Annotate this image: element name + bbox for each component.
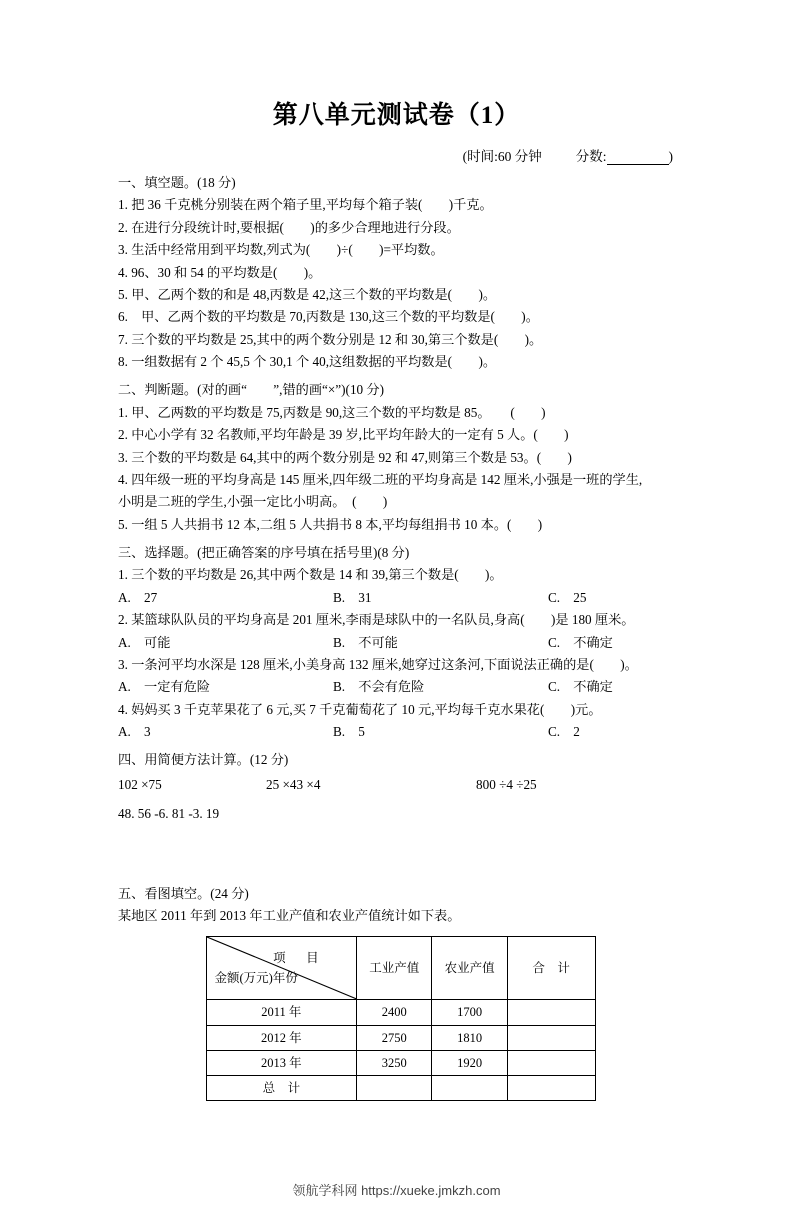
row-2013-industry: 3250	[357, 1050, 432, 1075]
choice-2-option-c[interactable]: C. 不确定	[548, 634, 613, 650]
exam-page	[0, 95, 793, 1217]
truefalse-question-4-line1: 4. 四年级一班的平均身高是 145 厘米,四年级二班的平均身高是 142 厘米,小强是一班的学生,	[118, 471, 643, 487]
row-2012-total[interactable]	[507, 1025, 595, 1050]
table-col-header-industry: 工业产值	[357, 937, 432, 1000]
choice-question-1-options	[118, 587, 683, 608]
choice-3-option-a[interactable]: A. 一定有危险	[118, 679, 210, 695]
table-footer-row	[206, 1076, 595, 1101]
fill-question-4: 4. 96、30 和 54 的平均数是( )。	[118, 264, 322, 280]
statistics-table	[206, 936, 596, 1101]
row-year-2013: 2013 年	[206, 1050, 357, 1075]
row-total-total[interactable]	[507, 1076, 595, 1101]
row-year-2011: 2011 年	[206, 1000, 357, 1025]
choice-question-3-stem: 3. 一条河平均水深是 128 厘米,小美身高 132 厘米,她穿过这条河,下面说法正确的是( )。	[118, 656, 638, 672]
row-2013-agriculture: 1920	[432, 1050, 507, 1075]
row-total-agriculture[interactable]	[432, 1076, 507, 1101]
score-label: 分数:	[575, 149, 607, 164]
diagonal-line-icon	[207, 937, 357, 999]
table-corner-cell	[206, 937, 357, 1000]
fill-question-2: 2. 在进行分段统计时,要根据( )的多少合理地进行分段。	[118, 219, 460, 235]
choice-question-3-options	[118, 676, 683, 697]
choice-2-option-b[interactable]: B. 不可能	[333, 634, 398, 650]
footer-watermark: 领航学科网 https://xueke.jmkzh.com	[292, 1183, 501, 1198]
statistics-table-wrapper	[118, 936, 683, 1101]
fill-question-1: 1. 把 36 千克桃分别装在两个箱子里,平均每个箱子装( )千克。	[118, 197, 493, 213]
truefalse-question-4-line2: 小明是二班的学生,小强一定比小明高。 ( )	[118, 494, 388, 510]
fill-question-6: 6. 甲、乙两个数的平均数是 70,丙数是 130,这三个数的平均数是( )。	[118, 309, 539, 325]
fill-question-7: 7. 三个数的平均数是 25,其中的两个数分别是 12 和 30,第三个数是( )。	[118, 331, 543, 347]
choice-3-option-c[interactable]: C. 不确定	[548, 679, 613, 695]
calc-expression-1: 102 ×75	[118, 776, 162, 792]
calc-expression-4: 48. 56 -6. 81 -3. 19	[118, 806, 220, 822]
table-row	[206, 1050, 595, 1075]
truefalse-question-3: 3. 三个数的平均数是 64,其中的两个数分别是 92 和 47,则第三个数是 53。( )	[118, 449, 572, 465]
table-row	[206, 1000, 595, 1025]
row-total-industry[interactable]	[357, 1076, 432, 1101]
table-row	[206, 1025, 595, 1050]
page-title: 第八单元测试卷（1）	[272, 102, 521, 129]
choice-1-option-a[interactable]: A. 27	[118, 589, 158, 605]
choice-1-option-c[interactable]: C. 25	[548, 589, 587, 605]
section-heading-fill: 一、填空题。(18 分)	[118, 175, 236, 190]
choice-question-4-stem: 4. 妈妈买 3 千克苹果花了 6 元,买 7 千克葡萄花了 10 元,平均每千克水果花( )元。	[118, 701, 602, 717]
section-heading-calculation: 四、用简便方法计算。(12 分)	[118, 752, 289, 768]
exam-meta: (时间:60 分钟 分数: )	[462, 149, 673, 164]
table-header-row	[206, 937, 595, 1000]
truefalse-question-1: 1. 甲、乙两数的平均数是 75,丙数是 90,这三个数的平均数是 85。 ( )	[118, 404, 546, 420]
table-intro-text: 某地区 2011 年到 2013 年工业产值和农业产值统计如下表。	[118, 907, 461, 923]
choice-1-option-b[interactable]: B. 31	[333, 589, 372, 605]
choice-question-2-stem: 2. 某篮球队队员的平均身高是 201 厘米,李雨是球队中的一名队员,身高( )是 180 厘米。	[118, 612, 635, 628]
choice-4-option-b[interactable]: B. 5	[333, 724, 365, 739]
row-year-2012: 2012 年	[206, 1025, 357, 1050]
choice-question-4-options	[118, 721, 683, 742]
time-limit: (时间:60 分钟	[462, 149, 542, 164]
choice-question-1-stem: 1. 三个数的平均数是 26,其中两个数是 14 和 39,第三个数是( )。	[118, 567, 503, 583]
choice-4-option-a[interactable]: A. 3	[118, 724, 151, 739]
choice-3-option-b[interactable]: B. 不会有危险	[333, 679, 425, 695]
page-footer	[0, 1180, 793, 1199]
calc-expression-3: 800 ÷4 ÷25	[476, 776, 537, 792]
row-2011-total[interactable]	[507, 1000, 595, 1025]
section-heading-choice: 三、选择题。(把正确答案的序号填在括号里)(8 分)	[118, 545, 410, 560]
choice-2-option-a[interactable]: A. 可能	[118, 634, 171, 650]
row-2013-total[interactable]	[507, 1050, 595, 1075]
score-blank	[607, 151, 669, 166]
exam-content	[0, 172, 793, 1101]
fill-question-8: 8. 一组数据有 2 个 45,5 个 30,1 个 40,这组数据的平均数是( )。	[118, 354, 497, 369]
section-heading-table: 五、看图填空。(24 分)	[118, 885, 249, 901]
table-col-header-agriculture: 农业产值	[432, 937, 507, 1000]
table-corner-bottom-label: 金额(万元)年份	[214, 971, 298, 986]
calculation-row	[118, 774, 683, 795]
choice-question-2-options	[118, 632, 683, 653]
row-2012-agriculture: 1810	[432, 1025, 507, 1050]
truefalse-question-5: 5. 一组 5 人共捐书 12 本,二组 5 人共捐书 8 本,平均每组捐书 10 本。( )	[118, 516, 543, 532]
row-total-label: 总 计	[206, 1076, 357, 1101]
row-2011-agriculture: 1700	[432, 1000, 507, 1025]
fill-question-5: 5. 甲、乙两个数的和是 48,丙数是 42,这三个数的平均数是( )。	[118, 286, 497, 302]
calc-expression-2: 25 ×43 ×4	[266, 776, 321, 792]
section-heading-truefalse: 二、判断题。(对的画“ ”,错的画“×”)(10 分)	[118, 382, 385, 398]
choice-4-option-c[interactable]: C. 2	[548, 724, 580, 739]
row-2011-industry: 2400	[357, 1000, 432, 1025]
table-col-header-total: 合 计	[507, 937, 595, 1000]
fill-question-3: 3. 生活中经常用到平均数,列式为( )÷( )=平均数。	[118, 242, 444, 258]
truefalse-question-2: 2. 中心小学有 32 名教师,平均年龄是 39 岁,比平均年龄大的一定有 5 人。( )	[118, 427, 569, 443]
table-corner-top-label: 项 目	[273, 951, 323, 965]
row-2012-industry: 2750	[357, 1025, 432, 1050]
